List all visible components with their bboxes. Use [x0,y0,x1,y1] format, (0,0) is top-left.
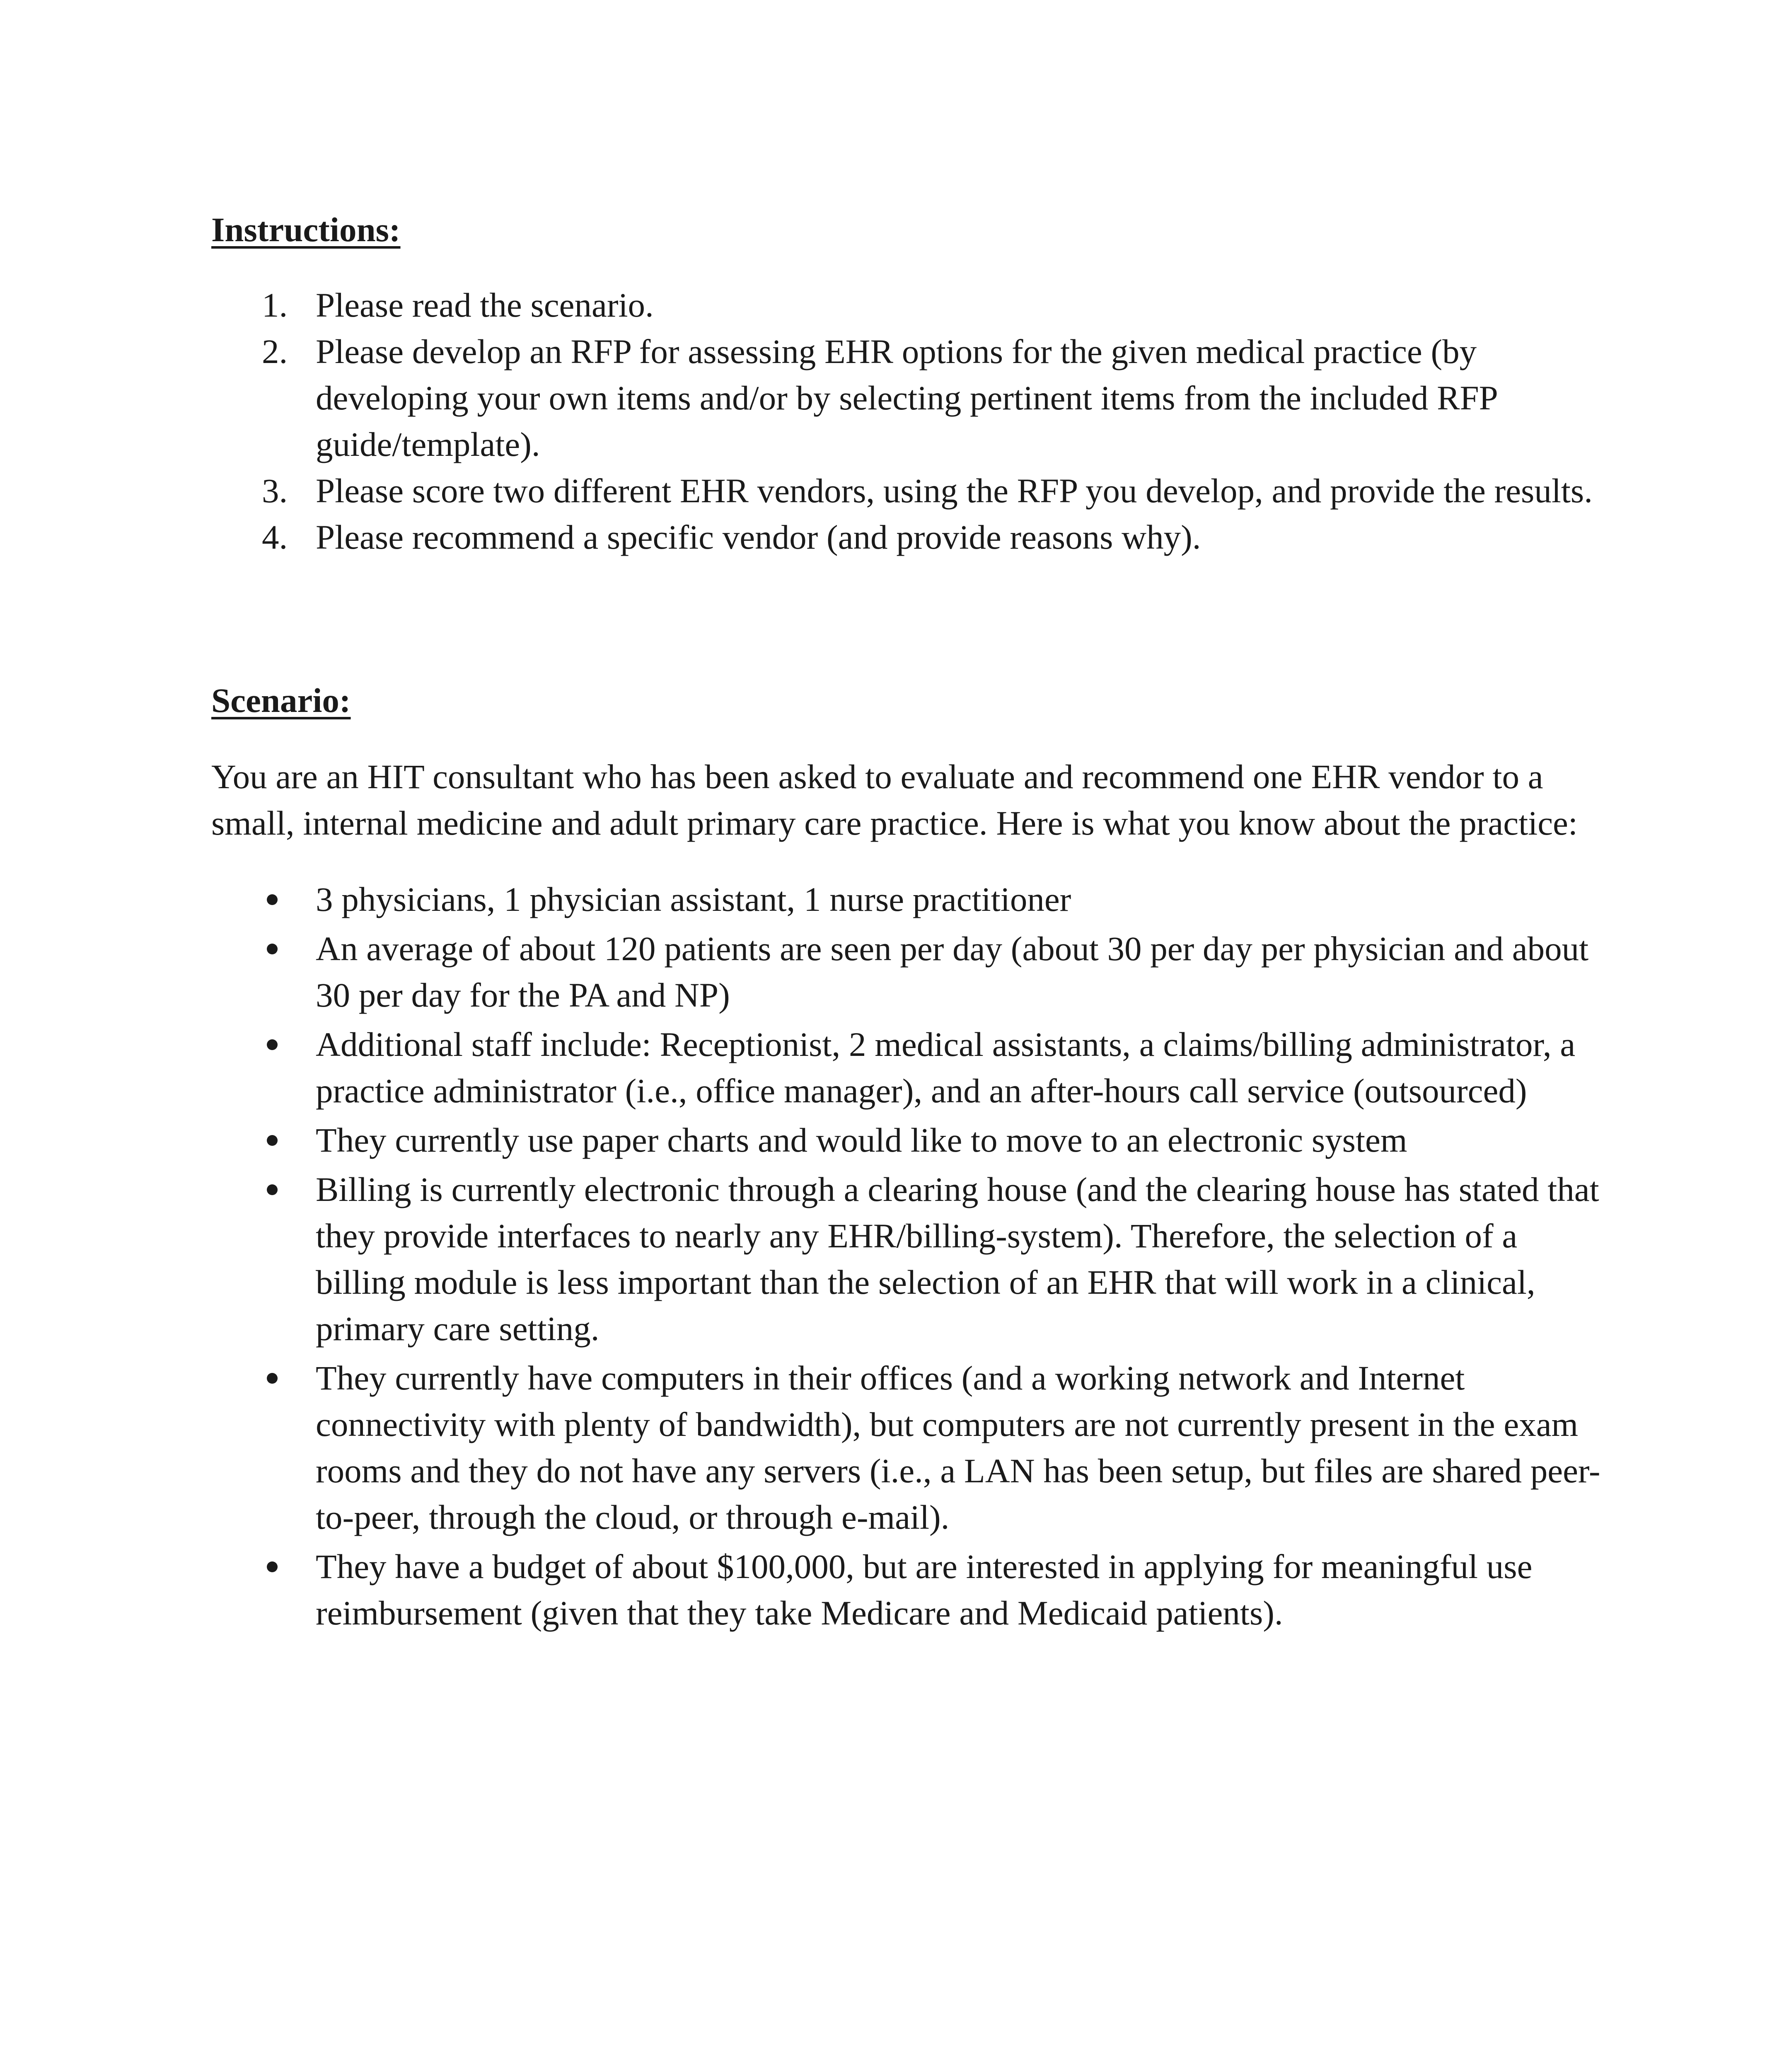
bullet-text: They currently have computers in their offices (and a working network and Internet connectivity with plenty of bandwidth), but computers are not currently present in the exam rooms and they do not have any servers (i.e., a LAN has been setup, but files are shared peer-to-peer, through the cloud, or through e-mail). [316,1359,1600,1536]
list-item [211,467,1603,514]
list-item-text: Please score two different EHR vendors, using the RFP you develop, and provide the results. [316,472,1593,510]
bullet-item [211,1117,1603,1163]
bullet-text: 3 physicians, 1 physician assistant, 1 nurse practitioner [316,880,1071,918]
bullet-item [211,925,1603,1018]
instructions-heading: Instructions: [211,211,401,249]
bullet-item [211,876,1603,922]
scenario-intro: You are an HIT consultant who has been asked to evaluate and recommend one EHR vendor to a small, internal medicine and adult primary care practice. Here is what you know about the practice: [211,758,1578,842]
bullet-icon [267,1184,278,1195]
scenario-bullet-list [211,876,1603,1636]
bullet-item [211,1543,1603,1636]
bullet-icon [267,1373,278,1384]
page-content [211,206,1603,1639]
bullet-item [211,1021,1603,1114]
bullet-icon [267,1561,278,1572]
bullet-icon [267,894,278,905]
list-item [211,328,1603,467]
bullet-text: Additional staff include: Receptionist, 2 medical assistants, a claims/billing administrator, a practice administrator (i.e., office manager), and an after-hours call service (outsourced) [316,1025,1576,1110]
list-item [211,282,1603,328]
list-item [211,514,1603,560]
bullet-item [211,1166,1603,1352]
bullet-icon [267,1039,278,1050]
list-item-number: 3. [262,472,288,510]
list-item-text: Please read the scenario. [316,286,654,324]
bullet-item [211,1355,1603,1540]
list-item-text: Please develop an RFP for assessing EHR options for the given medical practice (by developing your own items and/or by selecting pertinent items from the included RFP guide/template). [316,332,1497,463]
scenario-heading: Scenario: [211,681,351,719]
bullet-text: They currently use paper charts and would like to move to an electronic system [316,1121,1407,1159]
bullet-text: They have a budget of about $100,000, but are interested in applying for meaningful use reimbursement (given that they take Medicare and Medicaid patients). [316,1547,1533,1632]
list-item-number: 1. [262,286,288,324]
list-item-text: Please recommend a specific vendor (and provide reasons why). [316,518,1201,556]
bullet-text: An average of about 120 patients are seen per day (about 30 per day per physician and about 30 per day for the PA and NP) [316,929,1589,1014]
list-item-number: 2. [262,332,288,370]
bullet-icon [267,1135,278,1146]
bullet-icon [267,944,278,954]
instructions-list [211,282,1603,560]
bullet-text: Billing is currently electronic through a clearing house (and the clearing house has stated that they provide interfaces to nearly any EHR/billing-system). Therefore, the selection of a billing module is less important than the selection of an EHR that will work in a clinical, primary care setting. [316,1170,1599,1348]
list-item-number: 4. [262,518,288,556]
